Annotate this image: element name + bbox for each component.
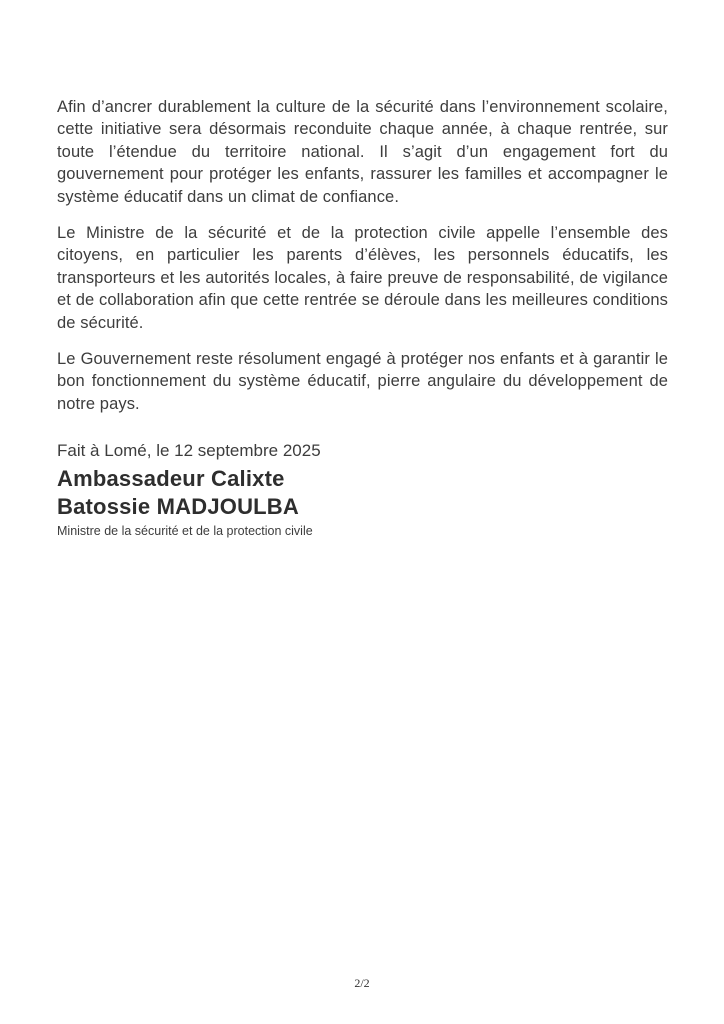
- signatory-name-line-2: Batossie MADJOULBA: [57, 493, 299, 519]
- paragraph-2: Le Ministre de la sécurité et de la protection civile appelle l’ensemble des citoyens, en particulier les parents d’élèves, les personnels éducatifs, les transporteurs et les autorités locales, à faire preuve de responsabilité, de vigilance et de collaboration afin que cette rentrée se déroule dans les meilleures conditions de sécurité.: [57, 224, 668, 332]
- document-content: [57, 96, 668, 539]
- signatory-name-line-1: Ambassadeur Calixte: [57, 466, 285, 492]
- date-place-line: Fait à Lomé, le 12 septembre 2025: [57, 441, 321, 461]
- paragraph-3: Le Gouvernement reste résolument engagé à protéger nos enfants et à garantir le bon fonctionnement du système éducatif, pierre angulaire du développement de notre pays.: [57, 350, 668, 413]
- page-number: 2/2: [354, 976, 370, 990]
- signatory-title: Ministre de la sécurité et de la protection civile: [57, 524, 313, 539]
- paragraph-1: Afin d’ancrer durablement la culture de la sécurité dans l’environnement scolaire, cette initiative sera désormais reconduite chaque année, à chaque rentrée, sur toute l’étendue du territoire national. Il s’agit d’un engagement fort du gouvernement pour protéger les enfants, rassurer les familles et accompagner le système éducatif dans un climat de confiance.: [57, 98, 668, 206]
